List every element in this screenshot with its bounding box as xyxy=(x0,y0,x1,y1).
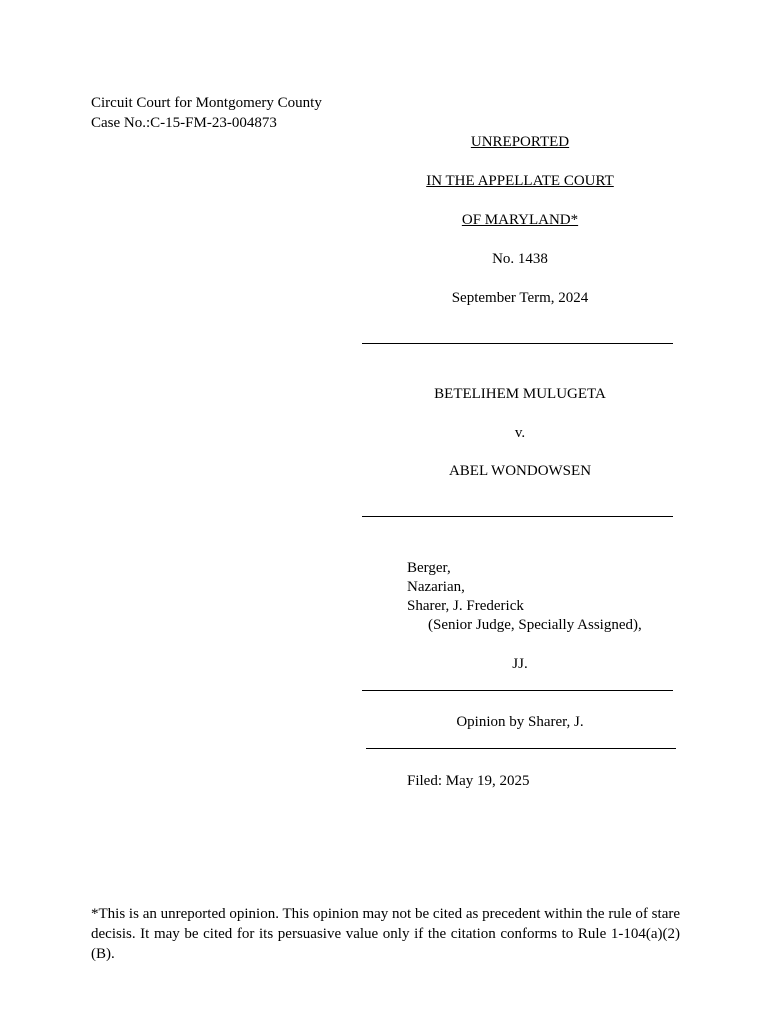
appellee-name: ABEL WONDOWSEN xyxy=(448,463,592,479)
appellant-name: BETELIHEM MULUGETA xyxy=(434,386,606,402)
judge-name: Berger, xyxy=(407,560,451,576)
judge-note: (Senior Judge, Specially Assigned), xyxy=(428,617,642,633)
justices-suffix: JJ. xyxy=(512,656,528,672)
divider-rule xyxy=(362,690,673,691)
court-name-line-1: IN THE APPELLATE COURT xyxy=(426,173,614,189)
judge-name: Nazarian, xyxy=(407,579,465,595)
lower-court-name: Circuit Court for Montgomery County xyxy=(91,95,322,111)
case-number: Case No.:C-15-FM-23-004873 xyxy=(91,115,277,131)
unreported-label: UNREPORTED xyxy=(470,134,570,150)
judge-name: Sharer, J. Frederick xyxy=(407,598,524,614)
filed-date: Filed: May 19, 2025 xyxy=(407,773,530,789)
docket-number: No. 1438 xyxy=(492,251,548,267)
opinion-author: Opinion by Sharer, J. xyxy=(456,714,584,730)
term: September Term, 2024 xyxy=(451,290,589,306)
divider-rule xyxy=(362,343,673,344)
court-name-line-2: OF MARYLAND* xyxy=(461,212,579,228)
footnote: *This is an unreported opinion. This opinion may not be cited as precedent within the rule of stare decisis. It may be cited for its persuasive value only if the citation conforms to Rule 1-104(a)(2)(B). xyxy=(91,906,680,962)
divider-rule xyxy=(362,516,673,517)
divider-rule xyxy=(366,748,676,749)
versus: v. xyxy=(514,425,526,441)
